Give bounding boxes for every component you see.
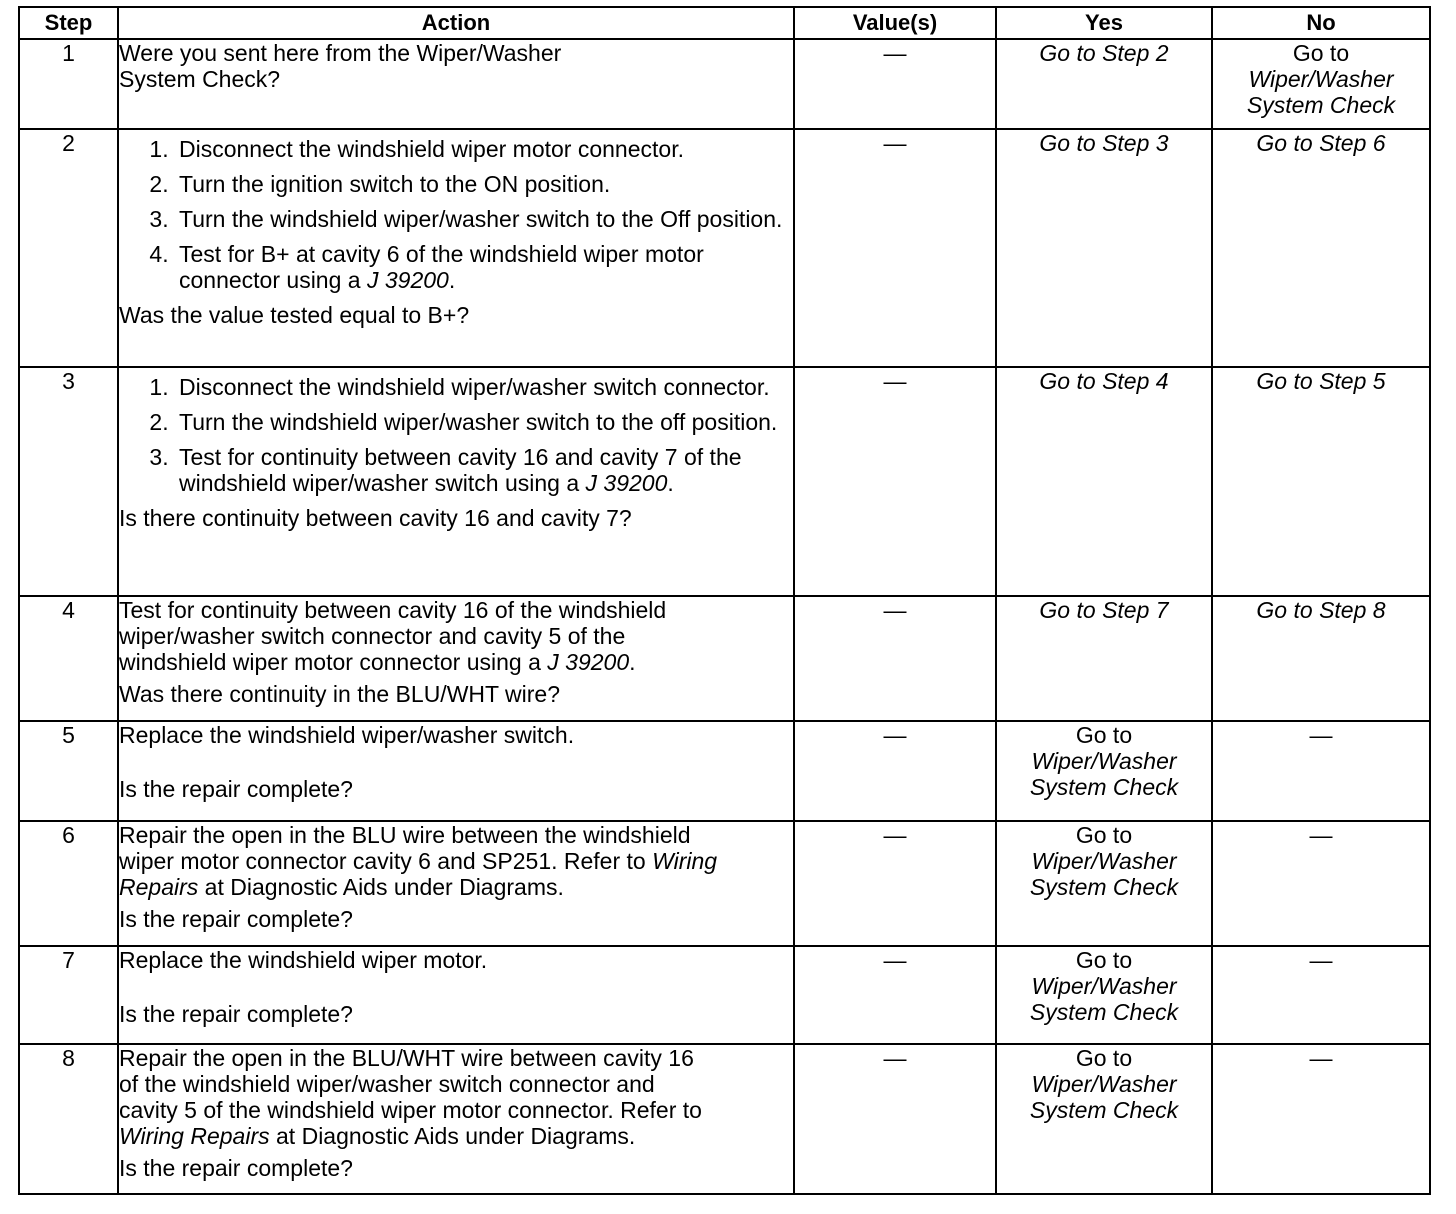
- table-row: [19, 129, 1430, 367]
- action-text: Replace the windshield wiper motor.: [119, 947, 488, 973]
- value-cell: —: [794, 946, 996, 1044]
- list-item: 2. Turn the windshield wiper/washer switch to the off position.: [175, 409, 793, 435]
- header-action: Action: [118, 7, 794, 39]
- yes-cell: [996, 367, 1212, 596]
- no-cell: [1212, 367, 1430, 596]
- action-cell: [118, 1044, 794, 1194]
- header-values: Value(s): [794, 7, 996, 39]
- no-cell: —: [1212, 821, 1430, 946]
- table-row: [19, 946, 1430, 1044]
- list-item: 2. Turn the ignition switch to the ON position.: [175, 171, 793, 197]
- step-number: 4: [19, 596, 118, 721]
- reference-link[interactable]: Wiring Repairs: [119, 1123, 270, 1149]
- no-cell: —: [1212, 1044, 1430, 1194]
- reference-link[interactable]: Wiring Repairs: [119, 848, 718, 900]
- question-text: Is the repair complete?: [119, 1155, 353, 1181]
- value-cell: —: [794, 129, 996, 367]
- yes-cell: [996, 821, 1212, 946]
- no-cell: [1212, 39, 1430, 129]
- action-text: windshield wiper motor connector using a: [119, 649, 541, 675]
- action-text: Repair the open in the BLU wire between the windshield: [119, 822, 691, 848]
- value-cell: —: [794, 821, 996, 946]
- action-cell: [118, 721, 794, 821]
- step-number: 2: [19, 129, 118, 367]
- action-text: System Check?: [119, 66, 281, 92]
- action-text: Were you sent here from the Wiper/Washer: [119, 40, 562, 66]
- list-item: 3. Turn the windshield wiper/washer switch to the Off position.: [175, 206, 793, 232]
- yes-cell: [996, 721, 1212, 821]
- header-row: [19, 7, 1430, 39]
- step-number: 7: [19, 946, 118, 1044]
- punctuation: .: [448, 267, 456, 293]
- no-cell: [1212, 596, 1430, 721]
- table-row: [19, 596, 1430, 721]
- go-to-link[interactable]: Wiper/Washer: [1031, 748, 1177, 774]
- punctuation: .: [667, 470, 674, 496]
- go-to-link[interactable]: Go to Step 5: [1256, 368, 1386, 394]
- action-text: cavity 5 of the windshield wiper motor connector. Refer to: [119, 1097, 702, 1123]
- go-to-link[interactable]: System Check: [1029, 874, 1179, 900]
- yes-cell: [996, 946, 1212, 1044]
- table-row: [19, 39, 1430, 129]
- go-to-label: Go to: [1075, 947, 1133, 973]
- action-text: Replace the windshield wiper/washer switch.: [119, 722, 575, 748]
- action-text: of the windshield wiper/washer switch connector and: [119, 1071, 655, 1097]
- question-text: Is the repair complete?: [119, 776, 353, 802]
- table-row: [19, 367, 1430, 596]
- action-cell: [118, 39, 794, 129]
- value-cell: —: [794, 39, 996, 129]
- value-cell: —: [794, 367, 996, 596]
- action-cell: [118, 821, 794, 946]
- yes-cell: [996, 596, 1212, 721]
- tool-name: J 39200: [366, 267, 449, 293]
- action-cell: [118, 367, 794, 596]
- procedure-list: [119, 136, 793, 293]
- go-to-link[interactable]: Wiper/Washer: [1248, 66, 1394, 92]
- value-cell: —: [794, 721, 996, 821]
- list-item: [175, 241, 793, 293]
- action-text: wiper/washer switch connector and cavity 5 of the: [119, 623, 626, 649]
- step-number: 1: [19, 39, 118, 129]
- question-text: Was there continuity in the BLU/WHT wire?: [119, 681, 560, 707]
- question-text: Is there continuity between cavity 16 and cavity 7?: [119, 505, 632, 531]
- go-to-link[interactable]: Go to Step 3: [1039, 130, 1169, 156]
- question-text: Is the repair complete?: [119, 906, 353, 932]
- yes-cell: [996, 39, 1212, 129]
- action-cell: [118, 946, 794, 1044]
- go-to-link[interactable]: Go to Step 6: [1256, 130, 1386, 156]
- go-to-label: Go to: [1075, 1045, 1133, 1071]
- list-item: 1. Disconnect the windshield wiper motor connector.: [175, 136, 793, 162]
- list-item: [175, 444, 793, 496]
- action-text: Repair the open in the BLU/WHT wire between cavity 16: [119, 1045, 694, 1071]
- list-item: 1. Disconnect the windshield wiper/washer switch connector.: [175, 374, 793, 400]
- value-cell: —: [794, 596, 996, 721]
- question-text: Was the value tested equal to B+?: [119, 302, 470, 328]
- tool-name: J 39200: [547, 649, 630, 675]
- no-cell: —: [1212, 946, 1430, 1044]
- yes-cell: [996, 1044, 1212, 1194]
- action-text: wiper motor connector cavity 6 and SP251. Refer to: [119, 848, 646, 874]
- action-cell: [118, 129, 794, 367]
- go-to-link[interactable]: Go to Step 4: [1039, 368, 1169, 394]
- action-text: at Diagnostic Aids under Diagrams.: [269, 1123, 636, 1149]
- step-number: 3: [19, 367, 118, 596]
- go-to-label: Go to: [1075, 822, 1133, 848]
- go-to-link[interactable]: Wiper/Washer: [1031, 973, 1177, 999]
- diagnostic-table: [18, 6, 1431, 1195]
- list-item-text: Test for continuity between cavity 16 and cavity 7 of the windshield wiper/washer switch using a: [179, 444, 742, 496]
- go-to-link[interactable]: System Check: [1029, 999, 1179, 1025]
- go-to-link[interactable]: Go to Step 7: [1039, 597, 1169, 623]
- tool-name: J 39200: [585, 470, 668, 496]
- go-to-link[interactable]: System Check: [1246, 92, 1396, 118]
- action-text: Test for continuity between cavity 16 of the windshield: [119, 597, 667, 623]
- header-yes: Yes: [996, 7, 1212, 39]
- list-item-text: Test for B+ at cavity 6 of the windshield wiper motor connector using a: [179, 241, 704, 293]
- go-to-link[interactable]: System Check: [1029, 1097, 1179, 1123]
- header-step: Step: [19, 7, 118, 39]
- header-no: No: [1212, 7, 1430, 39]
- step-number: 5: [19, 721, 118, 821]
- procedure-list: [119, 374, 793, 496]
- action-cell: [118, 596, 794, 721]
- go-to-label: Go to: [1075, 722, 1133, 748]
- value-cell: —: [794, 1044, 996, 1194]
- go-to-link[interactable]: Wiper/Washer: [1031, 848, 1177, 874]
- go-to-link[interactable]: Wiper/Washer: [1031, 1071, 1177, 1097]
- go-to-link[interactable]: Go to Step 2: [1039, 40, 1169, 66]
- no-cell: —: [1212, 721, 1430, 821]
- step-number: 8: [19, 1044, 118, 1194]
- table-row: [19, 721, 1430, 821]
- table-row: [19, 1044, 1430, 1194]
- table-row: [19, 821, 1430, 946]
- step-number: 6: [19, 821, 118, 946]
- question-text: Is the repair complete?: [119, 1001, 353, 1027]
- punctuation: .: [629, 649, 636, 675]
- no-cell: [1212, 129, 1430, 367]
- go-to-label: Go to: [1292, 40, 1350, 66]
- yes-cell: [996, 129, 1212, 367]
- go-to-link[interactable]: Go to Step 8: [1256, 597, 1386, 623]
- action-text: at Diagnostic Aids under Diagrams.: [198, 874, 564, 900]
- go-to-link[interactable]: System Check: [1029, 774, 1179, 800]
